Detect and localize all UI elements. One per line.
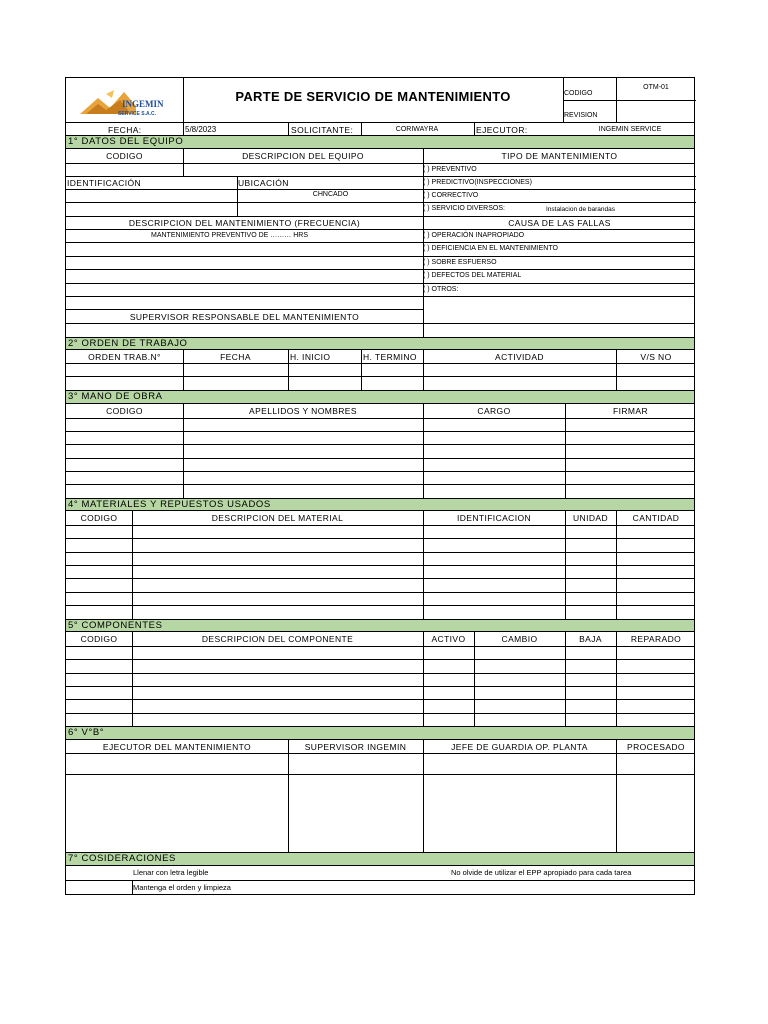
codigo-value: OTM-01	[643, 84, 669, 91]
col-baja: BAJA	[579, 634, 602, 644]
section-2-header: 2° ORDEN DE TRABAJO	[66, 337, 694, 350]
col-ejecutor: EJECUTOR DEL MANTENIMIENTO	[102, 742, 252, 752]
causa-sobre-esfuerso[interactable]: ( ) SOBRE ESFUERSO	[423, 259, 497, 266]
descripcion-mantenimiento-header: DESCRIPCION DEL MANTENIMIENTO (FRECUENCIA)	[128, 218, 361, 228]
causa-otros[interactable]: ( ) OTROS:	[423, 286, 459, 293]
col-identificacion: IDENTIFICACION	[456, 513, 532, 523]
col-orden-trab: ORDEN TRAB.N°	[88, 352, 161, 362]
section-1-header: 1° DATOS DEL EQUIPO	[66, 135, 694, 149]
col-procesado: PROCESADO	[627, 742, 685, 752]
fecha-value[interactable]: 5/8/2023	[185, 125, 217, 134]
consideracion-2: No olvide de utilizar el EPP apropiado para cada tarea	[451, 868, 632, 877]
supervisor-responsable-label: SUPERVISOR RESPONSABLE DEL MANTENIMIENTO	[129, 312, 360, 322]
section-6-header: 6° V°B°	[66, 726, 694, 740]
logo-subtitle: SERVICE S.A.C.	[118, 111, 156, 117]
col-vs-no: V/S NO	[640, 352, 672, 362]
causa-defectos[interactable]: ( ) DEFECTOS DEL MATERIAL	[423, 272, 522, 279]
consideracion-3: Mantenga el orden y limpieza	[133, 883, 231, 892]
maintenance-form	[65, 77, 695, 895]
col-cargo: CARGO	[477, 406, 511, 416]
col-codigo: CODIGO	[106, 406, 143, 416]
col-jefe-guardia: JEFE DE GUARDIA OP. PLANTA	[451, 742, 588, 752]
col-descripcion-componente: DESCRIPCION DEL COMPONENTE	[201, 634, 354, 644]
solicitante-value[interactable]: CORIWAYRA	[395, 126, 439, 133]
col-codigo: CODIGO	[80, 513, 118, 523]
tipo-servicio-diversos[interactable]: ( ) SERVICIO DIVERSOS:	[423, 205, 505, 212]
causa-deficiencia[interactable]: ( ) DEFICIENCIA EN EL MANTENIMIENTO	[423, 245, 558, 252]
col-reparado: REPARADO	[630, 634, 682, 644]
section-3-header: 3° MANO DE OBRA	[66, 390, 694, 404]
col-actividad: ACTIVIDAD	[495, 352, 544, 362]
revision-label: REVISION	[564, 112, 598, 119]
tipo-preventivo[interactable]: ( ) PREVENTIVO	[423, 166, 477, 173]
ejecutor-label: EJECUTOR:	[476, 125, 528, 135]
section-5-header: 5° COMPONENTES	[66, 619, 694, 632]
causa-fallas-header: CAUSA DE LAS FALLAS	[508, 218, 611, 228]
servicio-diversos-value[interactable]: Instalacion de barandas	[546, 206, 616, 213]
col-firmar: FIRMAR	[613, 406, 648, 416]
col-codigo: CODIGO	[80, 634, 118, 644]
tipo-correctivo[interactable]: ( ) CORRECTIVO	[423, 192, 479, 199]
col-descripcion-equipo: DESCRIPCION DEL EQUIPO	[242, 151, 364, 161]
codigo-label: CODIGO	[564, 90, 593, 97]
col-apellidos-nombres: APELLIDOS Y NOMBRES	[249, 406, 357, 416]
col-tipo-mantenimiento: TIPO DE MANTENIMIENTO	[501, 151, 618, 161]
col-h-termino: H. TERMINO	[363, 352, 417, 362]
col-fecha: FECHA	[220, 352, 251, 362]
ejecutor-value[interactable]: INGEMIN SERVICE	[598, 126, 662, 133]
section-4-header: 4° MATERIALES Y REPUESTOS USADOS	[66, 498, 694, 511]
fecha-label: FECHA:	[108, 125, 142, 135]
ubicacion-label: UBICACIÓN	[238, 178, 289, 188]
col-unidad: UNIDAD	[573, 513, 608, 523]
descripcion-mantenimiento-value[interactable]: MANTENIMIENTO PREVENTIVO DE ……… HRS	[151, 232, 308, 239]
col-cambio: CAMBIO	[501, 634, 538, 644]
col-cantidad: CANTIDAD	[632, 513, 680, 523]
section-7-header: 7° COSIDERACIONES	[66, 852, 694, 866]
col-descripcion-material: DESCRIPCION DEL MATERIAL	[211, 513, 344, 523]
ubicacion-value[interactable]: CHNCADO	[312, 191, 349, 198]
identificacion-label: IDENTIFICACIÓN	[67, 178, 142, 188]
tipo-predictivo[interactable]: ( ) PREDICTIVO(INSPECCIONES)	[423, 179, 532, 186]
solicitante-label: SOLICITANTE:	[291, 125, 354, 135]
col-codigo: CODIGO	[106, 151, 143, 161]
form-title: PARTE DE SERVICIO DE MANTENIMIENTO	[235, 89, 511, 104]
consideracion-1: Llenar con letra legible	[133, 868, 209, 877]
col-activo: ACTIVO	[431, 634, 466, 644]
col-h-inicio: H. INICIO	[290, 352, 331, 362]
logo-name: INGEMIN	[122, 99, 164, 109]
col-supervisor-ingemin: SUPERVISOR INGEMIN	[304, 742, 407, 752]
causa-operacion[interactable]: ( ) OPERACIÓN INAPROPIADO	[423, 232, 525, 239]
